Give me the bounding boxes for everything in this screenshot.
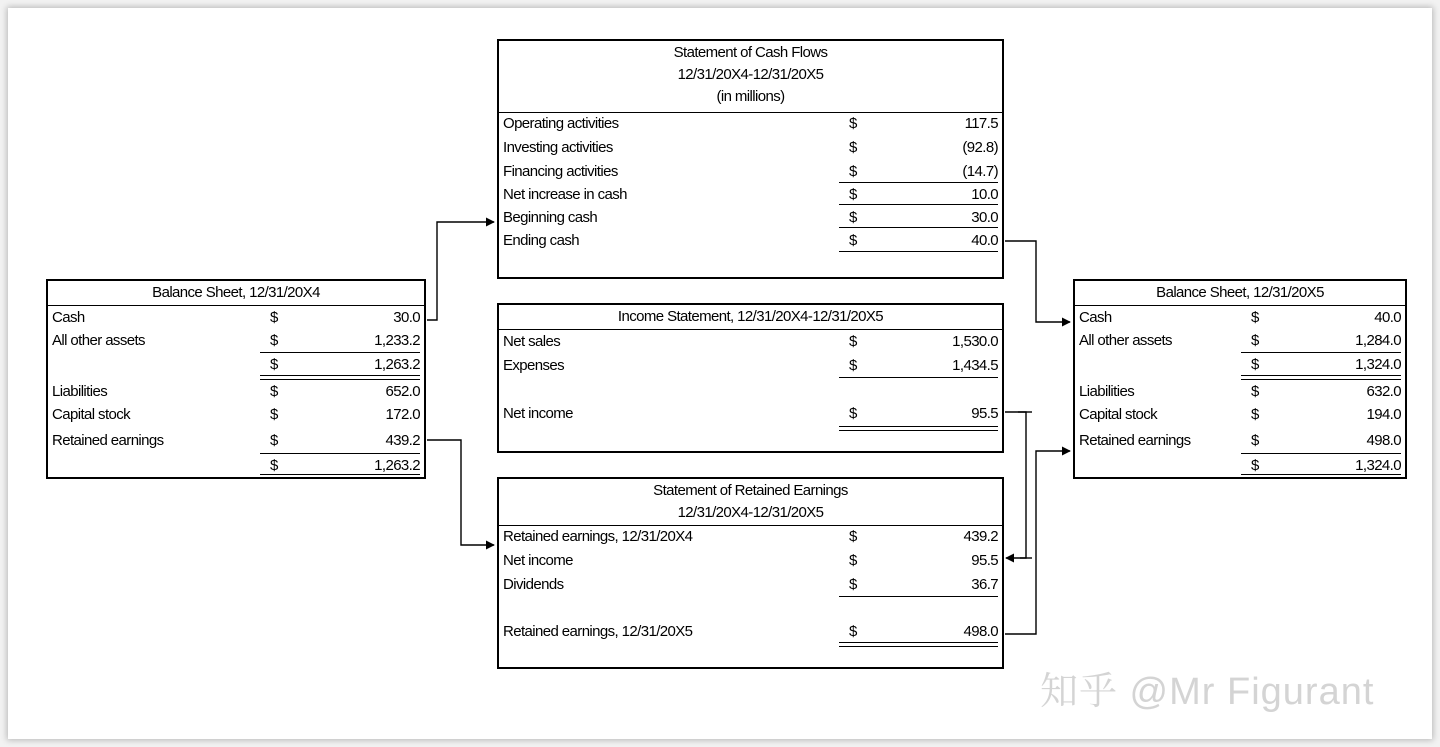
dollar-sign: $ xyxy=(849,186,857,203)
dollar-sign: $ xyxy=(849,209,857,226)
retained-earnings-title-line-2: 12/31/20X4-12/31/20X5 xyxy=(677,504,824,521)
dollar-sign: $ xyxy=(849,163,857,180)
row-label: Net sales xyxy=(503,333,561,350)
cash-flows-title-line-2: 12/31/20X4-12/31/20X5 xyxy=(677,66,824,83)
row-value: (92.8) xyxy=(962,139,998,156)
row-value: 498.0 xyxy=(1366,432,1401,449)
balance-sheet-x5-title: Balance Sheet, 12/31/20X5 xyxy=(1156,284,1324,301)
dollar-sign: $ xyxy=(849,139,857,156)
dollar-sign: $ xyxy=(1251,332,1259,349)
watermark: 知乎 @Mr Figurant xyxy=(1040,671,1375,713)
dollar-sign: $ xyxy=(270,383,278,400)
dollar-sign: $ xyxy=(1251,356,1259,373)
retained-earnings-x4-to-statement-arrow xyxy=(427,440,494,545)
row-label: Financing activities xyxy=(503,163,618,180)
row-value: 117.5 xyxy=(964,115,998,132)
row-label: Operating activities xyxy=(503,115,619,132)
row-value: 439.2 xyxy=(963,528,998,545)
row-label: Ending cash xyxy=(503,232,579,249)
row-value: 498.0 xyxy=(963,623,998,640)
row-value: 1,263.2 xyxy=(374,457,420,474)
dollar-sign: $ xyxy=(849,623,857,640)
retained-earnings-x5-to-balance-sheet-arrow xyxy=(1005,451,1070,634)
dollar-sign: $ xyxy=(849,576,857,593)
dollar-sign: $ xyxy=(849,528,857,545)
dollar-sign: $ xyxy=(849,115,857,132)
row-value: 194.0 xyxy=(1366,406,1401,423)
row-label: Liabilities xyxy=(52,383,108,400)
row-label: Capital stock xyxy=(1079,406,1158,423)
row-value: (14.7) xyxy=(962,163,998,180)
row-label: Retained earnings xyxy=(1079,432,1191,449)
dollar-sign: $ xyxy=(1251,309,1259,326)
row-value: 632.0 xyxy=(1366,383,1401,400)
row-label: Investing activities xyxy=(503,139,613,156)
income-statement-title: Income Statement, 12/31/20X4-12/31/20X5 xyxy=(617,308,884,325)
row-value: 40.0 xyxy=(971,232,998,249)
dollar-sign: $ xyxy=(849,405,857,422)
row-label: All other assets xyxy=(1079,332,1172,349)
row-value: 30.0 xyxy=(393,309,420,326)
row-label: Net income xyxy=(503,405,573,422)
row-value: 172.0 xyxy=(385,406,420,423)
row-label: Retained earnings, 12/31/20X4 xyxy=(503,528,693,545)
dollar-sign: $ xyxy=(270,457,278,474)
ending-cash-to-balance-sheet-arrow xyxy=(1005,241,1070,322)
row-label: Net income xyxy=(503,552,573,569)
row-value: 1,284.0 xyxy=(1355,332,1401,349)
balance-sheet-x4-title: Balance Sheet, 12/31/20X4 xyxy=(152,284,320,301)
row-value: 439.2 xyxy=(385,432,420,449)
row-value: 652.0 xyxy=(385,383,420,400)
cash-flows-title-line-3: (in millions) xyxy=(716,88,785,105)
row-label: Dividends xyxy=(503,576,564,593)
row-label: Net increase in cash xyxy=(503,186,627,203)
dollar-sign: $ xyxy=(849,552,857,569)
row-value: 1,263.2 xyxy=(374,356,420,373)
row-value: 10.0 xyxy=(971,186,998,203)
row-label: Liabilities xyxy=(1079,383,1135,400)
cash-flows-title-line-1: Statement of Cash Flows xyxy=(673,44,828,61)
row-label: Beginning cash xyxy=(503,209,598,226)
row-label: Expenses xyxy=(503,357,565,374)
dollar-sign: $ xyxy=(1251,406,1259,423)
cash-to-beginning-cash-arrow xyxy=(427,222,494,320)
row-value: 40.0 xyxy=(1374,309,1401,326)
row-value: 1,530.0 xyxy=(952,333,998,350)
row-value: 95.5 xyxy=(971,405,998,422)
dollar-sign: $ xyxy=(849,357,857,374)
dollar-sign: $ xyxy=(849,232,857,249)
dollar-sign: $ xyxy=(270,356,278,373)
row-value: 1,324.0 xyxy=(1355,457,1401,474)
dollar-sign: $ xyxy=(849,333,857,350)
row-label: Retained earnings xyxy=(52,432,164,449)
row-value: 1,324.0 xyxy=(1355,356,1401,373)
row-value: 30.0 xyxy=(971,209,998,226)
row-value: 1,434.5 xyxy=(952,357,998,374)
row-label: Cash xyxy=(1079,309,1112,326)
row-label: Cash xyxy=(52,309,85,326)
row-label: Capital stock xyxy=(52,406,131,423)
row-value: 36.7 xyxy=(971,576,998,593)
retained-earnings-title-line-1: Statement of Retained Earnings xyxy=(653,482,848,499)
dollar-sign: $ xyxy=(1251,432,1259,449)
dollar-sign: $ xyxy=(1251,383,1259,400)
dollar-sign: $ xyxy=(270,406,278,423)
net-income-to-retained-earnings-arrow xyxy=(1005,412,1026,558)
row-label: Retained earnings, 12/31/20X5 xyxy=(503,623,693,640)
dollar-sign: $ xyxy=(1251,457,1259,474)
dollar-sign: $ xyxy=(270,309,278,326)
row-value: 1,233.2 xyxy=(374,332,420,349)
row-value: 95.5 xyxy=(971,552,998,569)
row-label: All other assets xyxy=(52,332,145,349)
dollar-sign: $ xyxy=(270,332,278,349)
dollar-sign: $ xyxy=(270,432,278,449)
